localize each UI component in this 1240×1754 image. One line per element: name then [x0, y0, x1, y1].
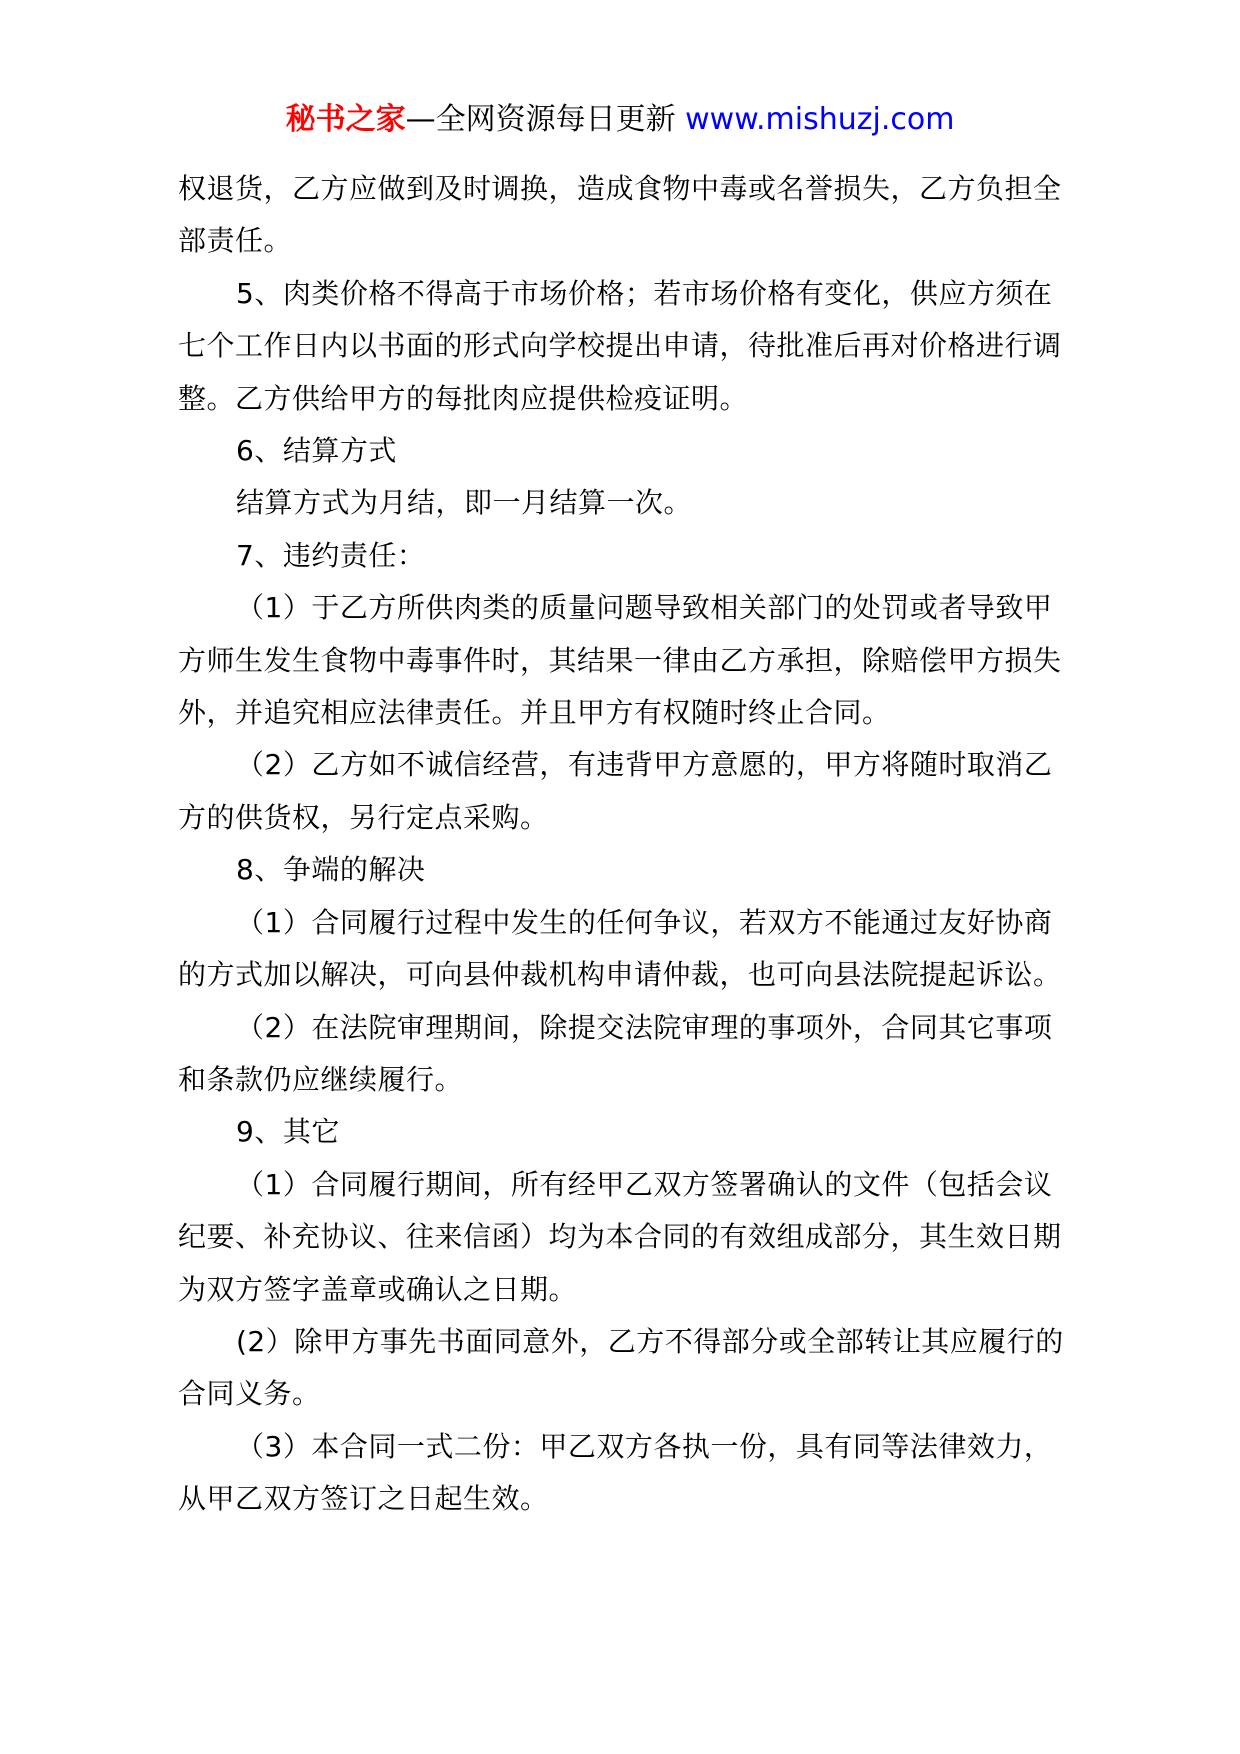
- paragraph: (2）除甲方事先书面同意外，乙方不得部分或全部转让其应履行的合同义务。: [178, 1324, 1064, 1411]
- paragraph: （1）合同履行期间，所有经甲乙双方签署确认的文件（包括会议纪要、补充协议、往来信函）均为本合同的有效组成部分，其生效日期为双方签字盖章或确认之日期。: [178, 1167, 1062, 1306]
- site-brand: 秘书之家: [285, 102, 406, 137]
- paragraph: 7、违约责任：: [236, 538, 426, 572]
- document-body: [178, 163, 1068, 1526]
- paragraph: 8、争端的解决: [236, 853, 426, 887]
- paragraph: 6、结算方式: [236, 434, 397, 468]
- paragraph: （2）乙方如不诚信经营，有违背甲方意愿的，甲方将随时取消乙方的供货权，另行定点采购。: [178, 748, 1053, 834]
- paragraph: （2）在法院审理期间，除提交法院审理的事项外，合同其它事项和条款仍应继续履行。: [178, 1010, 1053, 1096]
- paragraph: 结算方式为月结，即一月结算一次。: [236, 486, 693, 520]
- paragraph: 5、肉类价格不得高于市场价格；若市场价格有变化，供应方须在七个工作日内以书面的形式向学校提出申请，待批准后再对价格进行调整。乙方供给甲方的每批肉应提供检疫证明。: [178, 276, 1062, 415]
- paragraph: （1）于乙方所供肉类的质量问题导致相关部门的处罚或者导致甲方师生发生食物中毒事件时，其结果一律由乙方承担，除赔偿甲方损失外，并追究相应法律责任。并且甲方有权随时终止合同。: [178, 591, 1062, 730]
- site-url-link[interactable]: www.mishuzj.com: [685, 102, 955, 137]
- paragraph: 9、其它: [236, 1115, 340, 1149]
- paragraph: （1）合同履行过程中发生的任何争议，若双方不能通过友好协商的方式加以解决，可向县仲裁机构申请仲裁，也可向县法院提起诉讼。: [178, 905, 1062, 992]
- site-slogan: —全网资源每日更新: [405, 102, 676, 137]
- paragraph: 权退货，乙方应做到及时调换，造成食物中毒或名誉损失，乙方负担全部责任。: [178, 172, 1062, 258]
- paragraph: （3）本合同一式二份：甲乙双方各执一份，具有同等法律效力，从甲乙双方签订之日起生效。: [178, 1429, 1053, 1516]
- page-header: [0, 100, 1240, 140]
